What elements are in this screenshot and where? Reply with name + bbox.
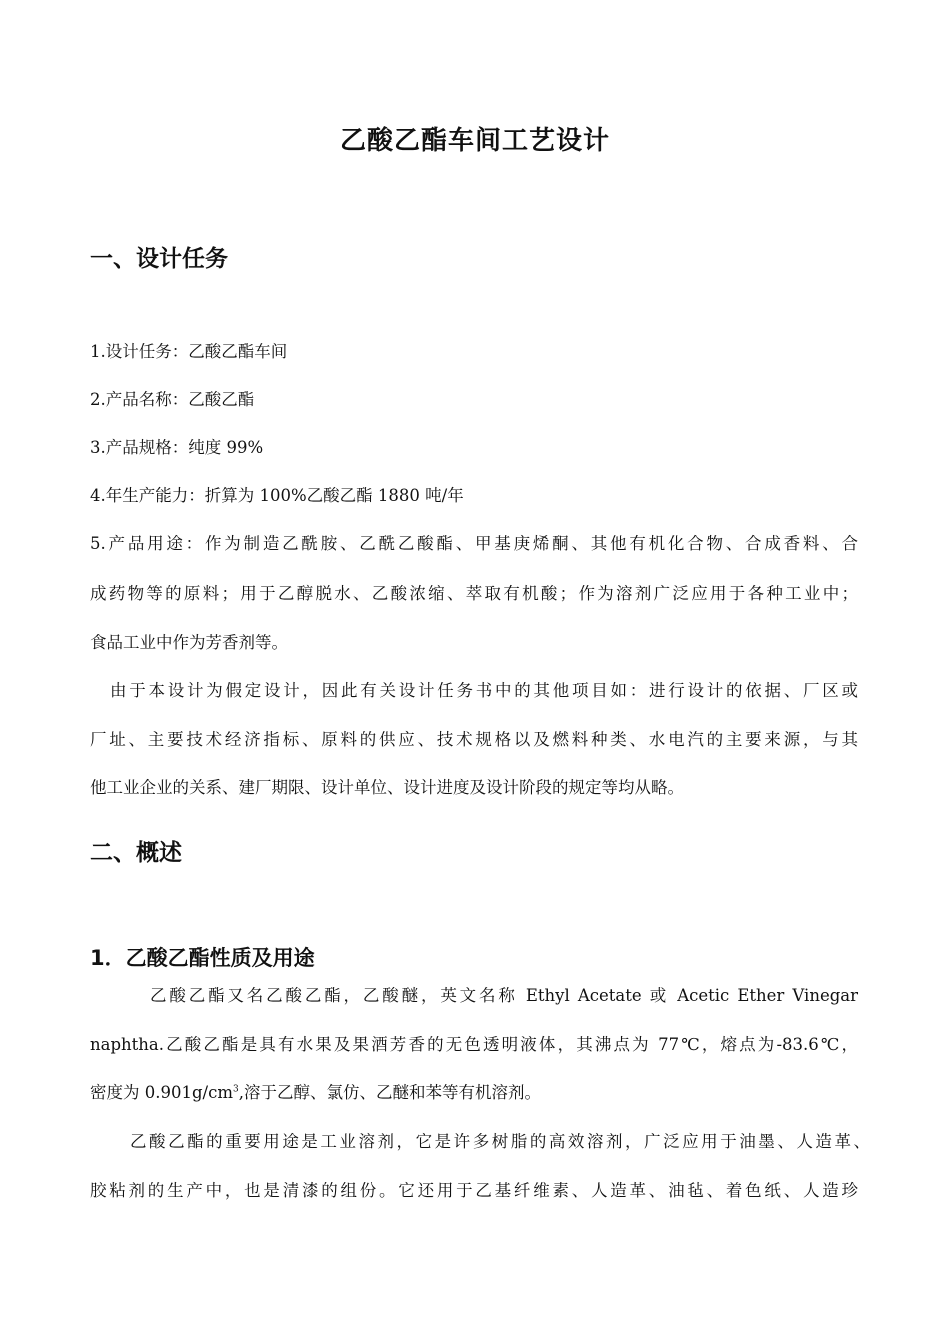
section-heading-design-task: 一、设计任务 [90,246,228,272]
uses-line: 胶粘剂的生产中，也是清漆的组份。它还用于乙基纤维素、人造革、油毡、着色纸、人造珍 [90,1181,858,1200]
task-item: 1.设计任务：乙酸乙酯车间 [90,342,288,361]
note-line: 他工业企业的关系、建厂期限、设计单位、设计进度及设计阶段的规定等均从略。 [90,778,684,797]
properties-line: naphtha.乙酸乙酯是具有水果及果酒芳香的无色透明液体，其沸点为 77℃，熔点为-83.6℃， [90,1035,858,1054]
note-line: 厂址、主要技术经济指标、原料的供应、技术规格以及燃料种类、水电汽的主要来源，与其 [90,730,858,749]
usage-line: 5.产品用途：作为制造乙酰胺、乙酰乙酸酯、甲基庚烯酮、其他有机化合物、合成香料、合 [90,534,858,553]
task-item: 4.年生产能力：折算为 100%乙酸乙酯 1880 吨/年 [90,486,464,505]
task-item: 3.产品规格：纯度 99% [90,438,264,457]
section-heading-overview: 二、概述 [90,840,182,866]
properties-line [90,1079,541,1103]
usage-line: 成药物等的原料；用于乙醇脱水、乙酸浓缩、萃取有机酸；作为溶剂广泛应用于各种工业中； [90,584,858,603]
properties-line: 乙酸乙酯又名乙酸乙酯，乙酸醚，英文名称 Ethyl Acetate 或 Acetic Ether Vinegar [150,986,858,1005]
uses-line: 乙酸乙酯的重要用途是工业溶剂，它是许多树脂的高效溶剂，广泛应用于油墨、人造革、 [130,1132,870,1151]
usage-line: 食品工业中作为芳香剂等。 [90,633,288,652]
task-item: 2.产品名称：乙酸乙酯 [90,390,255,409]
subsection-heading-properties: 1．乙酸乙酯性质及用途 [90,946,315,970]
document-title: 乙酸乙酯车间工艺设计 [339,126,610,156]
note-line: 由于本设计为假定设计，因此有关设计任务书中的其他项目如：进行设计的依据、厂区或 [110,681,858,700]
solubility-text: ,溶于乙醇、氯仿、乙醚和苯等有机溶剂。 [238,1083,541,1102]
density-text: 密度为 0.901g/cm [90,1083,233,1102]
superscript-three: 3 [233,1084,239,1095]
